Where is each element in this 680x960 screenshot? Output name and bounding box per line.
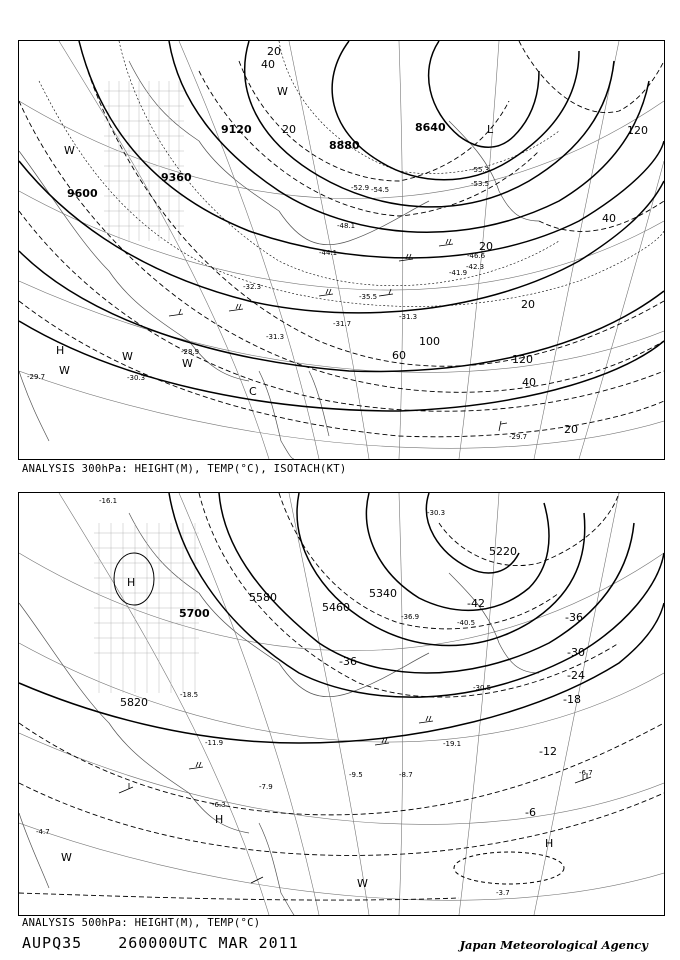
caption-500hpa: ANALYSIS 500hPa: HEIGHT(M), TEMP(°C) [22,917,261,929]
warm-marker: W [277,85,288,98]
height-label-9360: 9360 [161,171,192,184]
height-label-8640: 8640 [415,121,446,134]
isotach-label: 20 [267,45,281,58]
station-value: -7.9 [259,783,273,791]
isotach-label: 20 [479,240,493,253]
station-value: -54.5 [371,186,390,194]
station-value: -6.3 [212,801,226,809]
graticule [19,41,664,459]
high-pressure-marker: H [215,813,224,826]
temp-label: -6 [525,806,536,819]
isotach-label: 120 [512,353,533,366]
station-value: -11.9 [205,739,224,747]
height-label-8880: 8880 [329,139,360,152]
temperature-isotherms [39,41,664,306]
station-value: -30.3 [427,509,446,517]
station-value: -42.3 [466,263,485,271]
isotach-label: 40 [602,212,616,225]
cold-marker: C [249,385,257,398]
analysis-300hpa-map [18,40,665,460]
station-value: -31.7 [333,320,352,328]
isotach-label: 40 [522,376,536,389]
station-value: -19.1 [443,740,462,748]
station-value: -31.3 [266,333,285,341]
height-label-5340: 5340 [369,587,397,600]
station-value: -18.5 [180,691,199,699]
station-value: -41.9 [449,269,468,277]
isotach-label: 40 [261,58,275,71]
station-value: -30.5 [473,684,492,692]
high-pressure-marker: H [127,576,136,589]
station-value: -28.9 [181,348,200,356]
station-value: -9.5 [349,771,363,779]
coastlines [19,513,539,915]
low-pressure-marker: L [487,123,494,136]
station-value: -4.7 [36,828,50,836]
station-value: -30.3 [127,374,146,382]
station-value: -35.5 [359,293,378,301]
isotach-label: 60 [392,349,406,362]
chart-identifier [22,934,299,952]
warm-marker: W [122,350,133,363]
height-label-5460: 5460 [322,601,350,614]
warm-marker: W [59,364,70,377]
map-500hpa-drawing [19,493,664,915]
agency-credit: Japan Meteorological Agency [459,938,648,952]
height-label-5700: 5700 [179,607,210,620]
warm-marker: W [64,144,75,157]
temp-label: -18 [563,693,581,706]
station-value: -55.3 [471,166,490,174]
station-value: -52.9 [351,184,370,192]
station-value: -48.1 [337,222,356,230]
map-300hpa-drawing [19,41,664,459]
station-value: -6.7 [579,769,593,777]
station-value: -3.7 [496,889,510,897]
caption-300hpa: ANALYSIS 300hPa: HEIGHT(M), TEMP(°C), ISOTACH(KT) [22,463,347,475]
isotach-label: 20 [521,298,535,311]
height-label-9600: 9600 [67,187,98,200]
isotach-label: 120 [627,124,648,137]
height-label-5820: 5820 [120,696,148,709]
station-value: -29.7 [509,433,528,441]
height-label-5580: 5580 [249,591,277,604]
station-value: -53.5 [471,180,490,188]
height-label-5220: 5220 [489,545,517,558]
temp-label: -36 [565,611,583,624]
high-pressure-marker: H [56,344,65,357]
valid-time: 260000UTC MAR 2011 [118,934,299,952]
coastlines [19,61,539,459]
high-pressure-marker: H [545,837,554,850]
temp-label: -30 [567,646,585,659]
warm-marker: W [182,357,193,370]
warm-marker: W [61,851,72,864]
station-value: -29.7 [27,373,46,381]
temp-label: -42 [467,597,485,610]
chart-code: AUPQ35 [22,934,83,952]
station-value: -44.1 [319,249,338,257]
temp-label: -24 [567,669,585,682]
station-value: -8.7 [399,771,413,779]
analysis-500hpa-map [18,492,665,916]
height-label-9120: 9120 [221,123,252,136]
temp-label: -36 [339,655,357,668]
warm-marker: W [357,877,368,890]
isotach-label: 20 [564,423,578,436]
station-value: -31.3 [399,313,418,321]
temp-label: -12 [539,745,557,758]
station-value: -32.3 [243,283,262,291]
isotach-label: 20 [282,123,296,136]
station-value: -16.1 [99,497,118,505]
station-value: -36.9 [401,613,420,621]
isotach-label: 100 [419,335,440,348]
station-value: -46.6 [467,252,486,260]
station-value: -40.5 [457,619,476,627]
